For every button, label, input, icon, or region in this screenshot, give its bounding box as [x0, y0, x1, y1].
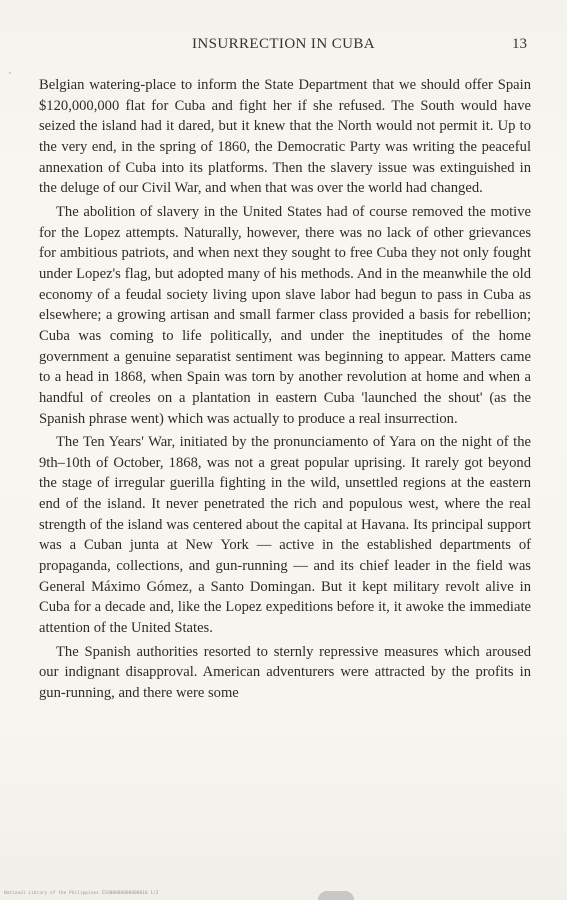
scan-footer-note: National Library of the Philippines ISSN0000000000010 1/2: [4, 891, 159, 896]
paragraph-2: The abolition of slavery in the United States had of course removed the motive for the Lopez attempts. Naturally, however, there was no lack of other grievances for ambitious patriots, and when next they sought to free Cuba they not only fought under Lopez's flag, but adopted many of his methods. And in the meanwhile the old economy of a feudal society living upon slave labor had begun to pass in Cuba as elsewhere; a growing artisan and small farmer class provided a basis for rebellion; Cuba was coming to life politically, and under the ineptitudes of the home government a genuine separatist sentiment was beginning to appear. Matters came to a head in 1868, when Spain was torn by another revolution at home and when a handful of creoles on a plantation in eastern Cuba 'launched the shout' (as the Spanish phrase went) which was actually to produce a real insurrection.: [39, 203, 531, 427]
body-text: [39, 75, 531, 707]
paragraph-3: The Ten Years' War, initiated by the pronunciamento of Yara on the night of the 9th–10th of October, 1868, was not a great popular uprising. It rarely got beyond the stage of irregular guerilla fighting in the wild, unsettled regions at the eastern end of the island. It never penetrated the rich and populous west, where the real strength of the island was centered about the capital at Havana. Its principal support was a Cuban junta at New York — active in the established departments of propaganda, collections, and gun-running — and its chief leader in the field was General Máximo Gómez, a Santo Domingan. But it kept military revolt alive in Cuba for a decade and, like the Lopez expeditions before it, it awoke the immediate attention of the United States.: [39, 434, 531, 637]
chapter-title: INSURRECTION IN CUBA: [191, 36, 375, 52]
scan-speck: [9, 72, 11, 74]
scanner-thumb-mark: [318, 891, 354, 900]
paragraph-1: Belgian watering-place to inform the State Department that we should offer Spain $120,000,000 flat for Cuba and fight her if she refused. The South would have seized the island had it dared, but it knew that the North would not permit it. Up to the very end, in the spring of 1860, the Democratic Party was writing the peaceful annexation of Cuba into its platforms. Then the slavery issue was extinguished in the deluge of our Civil War, and when that was over the world had changed.: [39, 77, 531, 197]
paragraph-4: The Spanish authorities resorted to sternly repressive measures which aroused our indignant disapproval. American adventurers were attracted by the profits in gun-running, and there were some: [39, 643, 531, 702]
page-number: 13: [512, 36, 527, 52]
running-head: [0, 36, 567, 56]
